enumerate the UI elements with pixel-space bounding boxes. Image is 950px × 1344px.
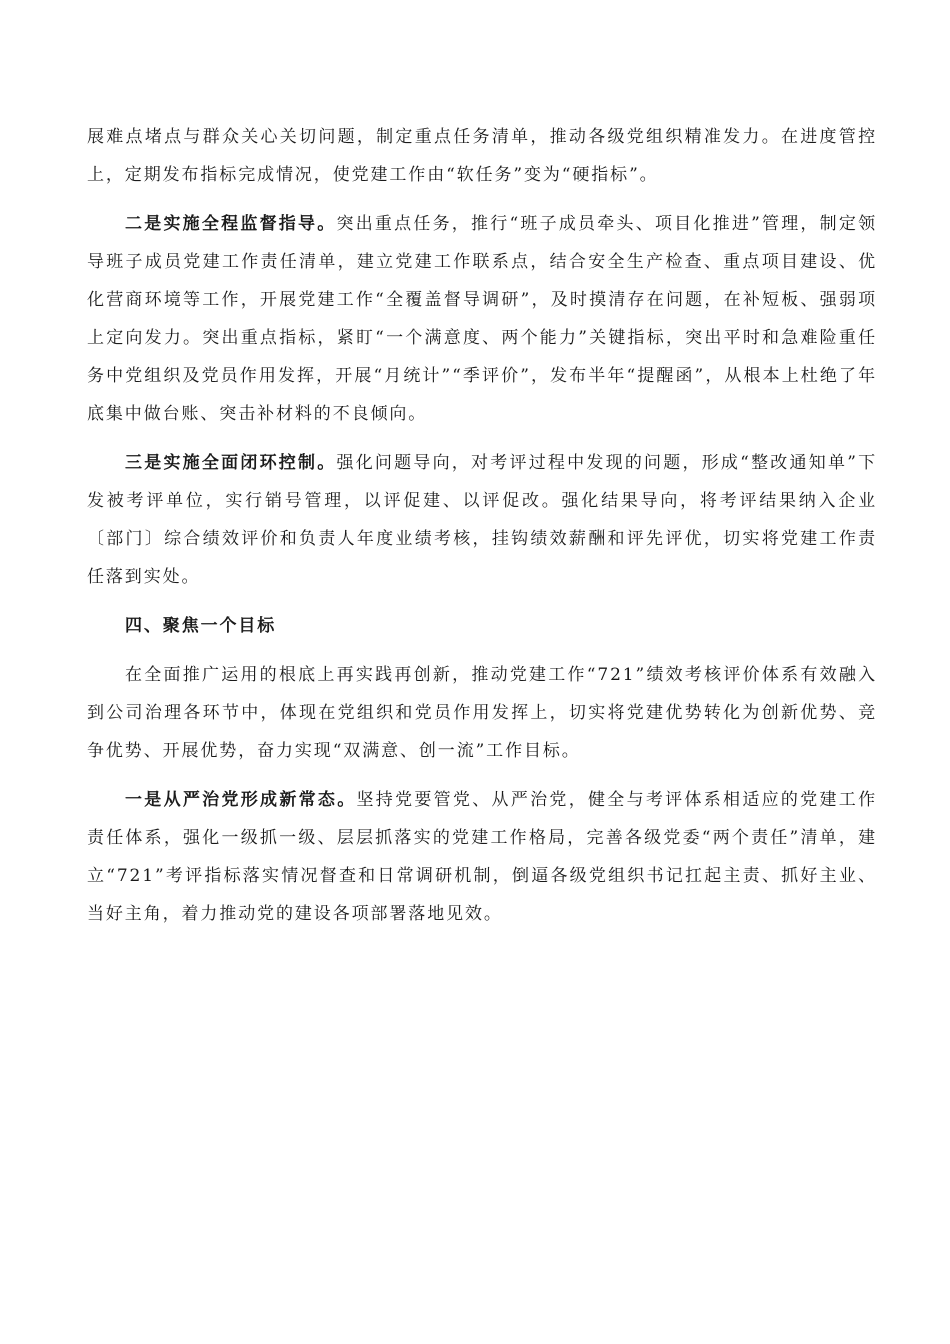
paragraph-goal bbox=[87, 656, 877, 770]
paragraph-closed-loop bbox=[87, 444, 877, 596]
paragraph-lead: 二是实施全程监督指导。 bbox=[125, 214, 337, 234]
paragraph-continuation bbox=[87, 118, 877, 194]
section-heading: 四、聚焦一个目标 bbox=[125, 616, 277, 636]
paragraph-lead: 三是实施全面闭环控制。 bbox=[125, 453, 337, 473]
paragraph-text: 展难点堵点与群众关心关切问题，制定重点任务清单，推动各级党组织精准发力。在进度管控上，定期发布指标完成情况，使党建工作由“软任务”变为“硬指标”。 bbox=[87, 127, 877, 185]
paragraph-strict-governance bbox=[87, 781, 877, 933]
paragraph-text: 在全面推广运用的根底上再实践再创新，推动党建工作“721”绩效考核评价体系有效融入到公司治理各环节中，体现在党组织和党员作用发挥上，切实将党建优势转化为创新优势、竞争优势、开展优势，奋力实现“双满意、创一流”工作目标。 bbox=[87, 665, 877, 761]
document-page bbox=[87, 118, 877, 944]
paragraph-lead: 一是从严治党形成新常态。 bbox=[125, 790, 357, 810]
paragraph-text: 强化问题导向，对考评过程中发现的问题，形成“整改通知单”下发被考评单位，实行销号管理，以评促建、以评促改。强化结果导向，将考评结果纳入企业〔部门〕综合绩效评价和负责人年度业绩考核，挂钩绩效薪酬和评先评优，切实将党建工作责任落到实处。 bbox=[87, 453, 878, 587]
paragraph-supervision bbox=[87, 205, 877, 433]
paragraph-text: 坚持党要管党、从严治党，健全与考评体系相适应的党建工作责任体系，强化一级抓一级、层层抓落实的党建工作格局，完善各级党委“两个责任”清单，建立“721”考评指标落实情况督查和日常调研机制，倒逼各级党组织书记扛起主责、抓好主业、当好主角，着力推动党的建设各项部署落地见效。 bbox=[87, 790, 877, 924]
paragraph-text: 突出重点任务，推行“班子成员牵头、项目化推进”管理，制定领导班子成员党建工作责任清单，建立党建工作联系点，结合安全生产检查、重点项目建设、优化营商环境等工作，开展党建工作“全覆盖督导调研”，及时摸清存在问题，在补短板、强弱项上定向发力。突出重点指标，紧盯“一个满意度、两个能力”关键指标，突出平时和急难险重任务中党组织及党员作用发挥，开展“月统计”“季评价”，发布半年“提醒函”，从根本上杜绝了年底集中做台账、突击补材料的不良倾向。 bbox=[87, 214, 878, 424]
